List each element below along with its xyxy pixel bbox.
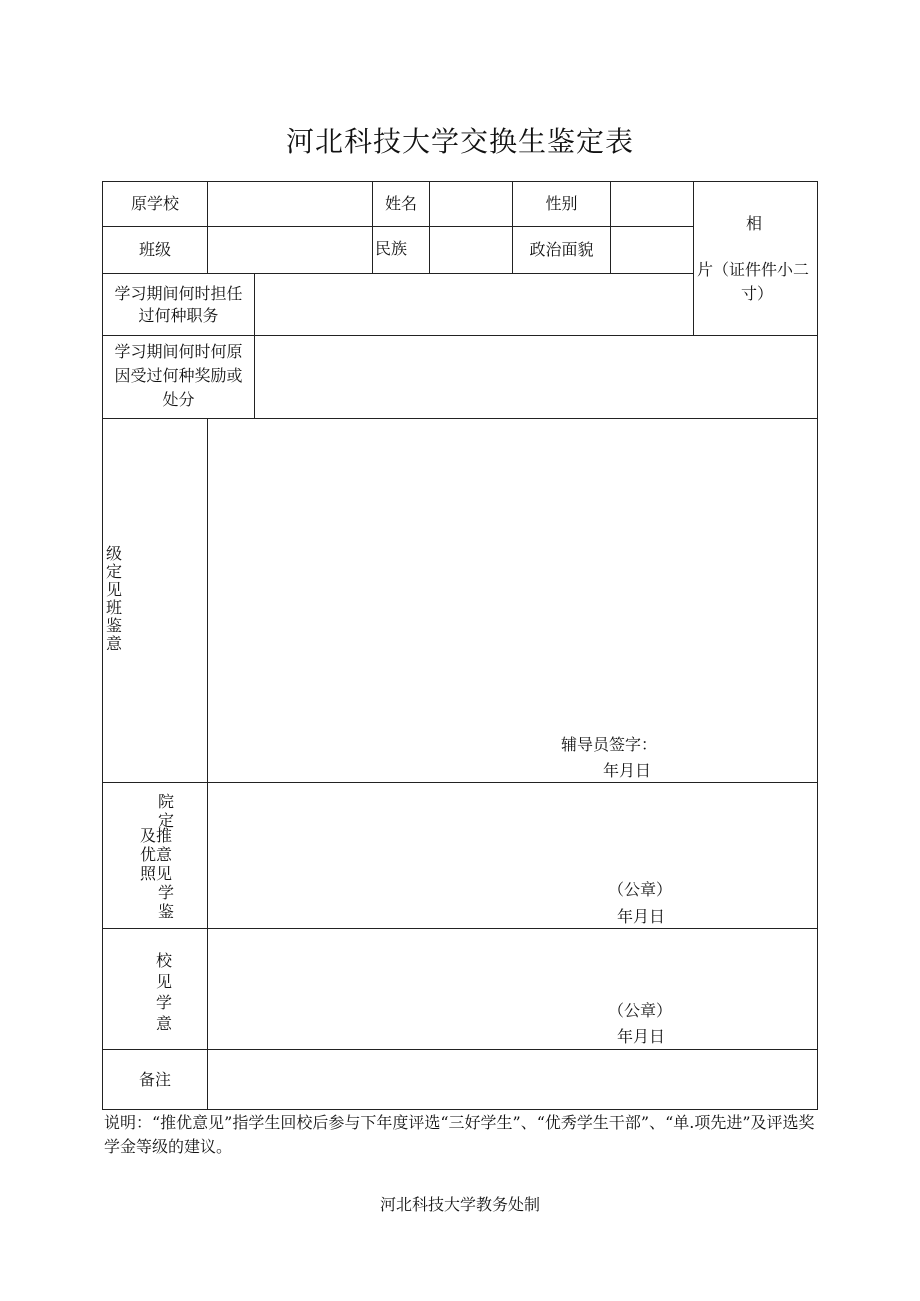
photo-label-line3: 寸） bbox=[741, 284, 774, 303]
name-label: 姓名 bbox=[384, 194, 417, 213]
class-label: 班级 bbox=[138, 240, 171, 259]
ethnicity-label: 民族 bbox=[375, 239, 408, 258]
label-char: 见 bbox=[105, 580, 122, 599]
remarks-label: 备注 bbox=[138, 1069, 171, 1089]
label-char: 定 bbox=[157, 811, 174, 830]
duties-label-line1: 学习期间何时担任 bbox=[114, 284, 243, 303]
duties-label bbox=[103, 283, 254, 327]
label-char: 学 bbox=[157, 883, 174, 902]
school-date: 年月日 bbox=[617, 1027, 666, 1046]
explanation-note: 说明：“推优意见”指学生回校后参与下年度评选“三好学生”、“优秀学生干部”、“单.项先进”及评选奖学金等级的建议。 bbox=[104, 1113, 815, 1156]
label-char: 班 bbox=[105, 598, 122, 617]
ethnicity-field[interactable] bbox=[430, 227, 512, 273]
label-char: 见 bbox=[155, 972, 172, 991]
political-status-field[interactable] bbox=[611, 227, 693, 273]
political-status-label: 政治面貌 bbox=[529, 240, 594, 259]
label-char: 意 bbox=[105, 634, 122, 653]
class-opinion-date: 年月日 bbox=[603, 761, 652, 780]
label-char: 定 bbox=[105, 562, 122, 581]
remarks-field[interactable] bbox=[208, 1050, 817, 1109]
school-seal: （公章） bbox=[608, 1001, 673, 1020]
form-title: 河北科技大学交换生鉴定表 bbox=[285, 125, 634, 158]
photo-label-line1: 相 bbox=[746, 214, 763, 233]
label-char: 学 bbox=[155, 993, 172, 1012]
duties-label-line2: 过何种职务 bbox=[138, 306, 219, 325]
college-left-1: 及推 bbox=[140, 826, 173, 845]
duties-field[interactable] bbox=[255, 274, 693, 335]
class-opinion-label bbox=[105, 545, 123, 653]
college-label-right-3 bbox=[157, 883, 175, 921]
school-opinion-label bbox=[155, 950, 173, 1034]
school-opinion-field[interactable] bbox=[208, 929, 817, 1049]
label-char: 院 bbox=[157, 792, 174, 811]
label-char: 意 bbox=[155, 1014, 172, 1033]
college-left-3: 照见 bbox=[140, 864, 173, 883]
gender-field[interactable] bbox=[611, 182, 693, 226]
awards-label bbox=[103, 340, 254, 412]
label-char: 校 bbox=[155, 951, 172, 970]
label-char: 鉴 bbox=[105, 616, 122, 635]
name-field[interactable] bbox=[430, 182, 512, 226]
label-char: 鉴 bbox=[157, 902, 174, 921]
college-opinion-field[interactable] bbox=[208, 783, 817, 928]
counselor-signature: 辅导员签字： bbox=[561, 735, 658, 754]
awards-label-line2: 因受过何种奖励或 bbox=[114, 366, 243, 385]
awards-label-line3: 处分 bbox=[162, 390, 195, 409]
class-field[interactable] bbox=[208, 227, 372, 273]
class-opinion-field[interactable] bbox=[208, 419, 817, 782]
gender-label: 性别 bbox=[545, 194, 578, 213]
awards-label-line1: 学习期间何时何原 bbox=[114, 342, 243, 361]
college-label-right bbox=[157, 792, 175, 811]
college-left-2: 优意 bbox=[140, 845, 173, 864]
awards-field[interactable] bbox=[255, 336, 817, 418]
college-date: 年月日 bbox=[617, 907, 666, 926]
original-school-label: 原学校 bbox=[130, 194, 179, 213]
photo-label-line2: 片（证件件小二 bbox=[697, 260, 810, 279]
label-char: 级 bbox=[105, 544, 122, 563]
original-school-field[interactable] bbox=[208, 182, 372, 226]
issuer-footer: 河北科技大学教务处制 bbox=[379, 1195, 540, 1214]
college-seal: （公章） bbox=[608, 880, 673, 899]
